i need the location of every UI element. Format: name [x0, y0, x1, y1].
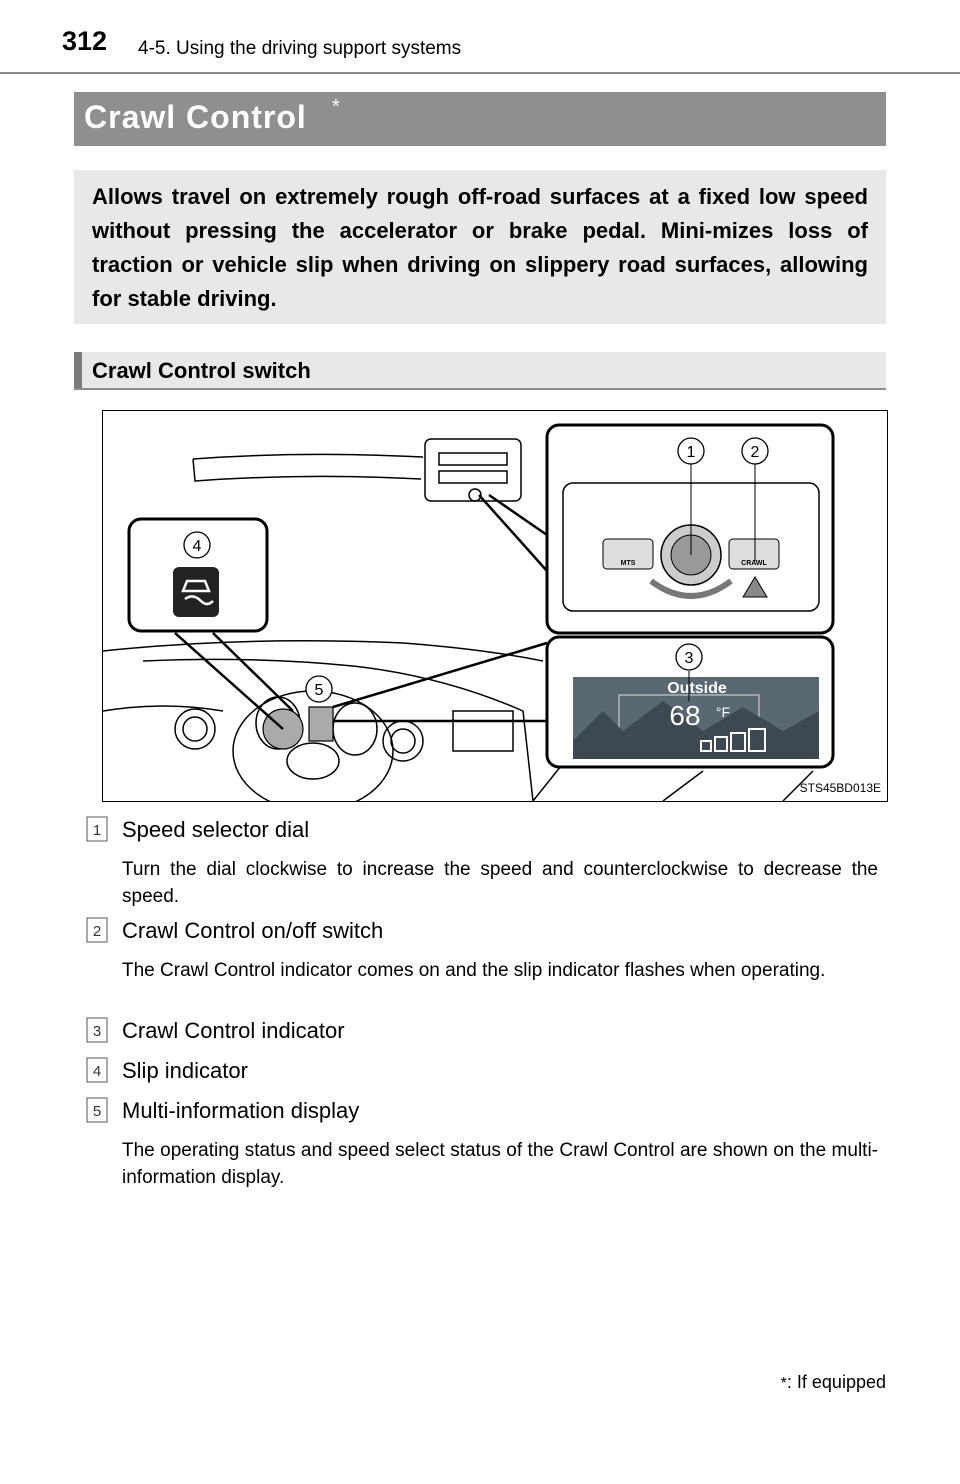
display-unit: °F — [715, 704, 731, 720]
item-description: The Crawl Control indicator comes on and the slip indicator flashes when operating. — [122, 960, 826, 981]
subsection-bar — [74, 352, 886, 390]
callout-5: 5 — [314, 682, 324, 699]
display-heading: Outside — [667, 680, 727, 697]
callout-3: 3 — [684, 650, 694, 667]
subsection-rule — [74, 388, 886, 390]
callout-2: 2 — [750, 444, 760, 461]
footnote — [781, 1372, 886, 1393]
subsection-title: Crawl Control switch — [92, 358, 311, 383]
item-label: Speed selector dial — [122, 817, 310, 842]
mts-button-label: MTS — [620, 560, 636, 567]
item-number: 5 — [92, 1103, 102, 1120]
item-number-badge — [86, 1097, 108, 1123]
intro-box — [74, 170, 886, 324]
crawl-control-illustration — [102, 410, 888, 802]
equipped-marker: * — [332, 96, 340, 118]
item-number-badge — [86, 1017, 108, 1043]
page-title: Crawl Control — [84, 99, 307, 135]
item-number: 3 — [92, 1023, 102, 1040]
subsection-accent — [74, 352, 82, 390]
callout-4: 4 — [192, 538, 202, 555]
callout-1: 1 — [686, 444, 696, 461]
item-number-badge — [86, 1057, 108, 1083]
footnote-marker: * — [780, 1375, 787, 1392]
item-label: Slip indicator — [122, 1058, 248, 1083]
item-description: The operating status and speed select status of the Crawl Control are shown on the multi-information display. — [122, 1140, 878, 1188]
header-rule — [0, 72, 960, 74]
item-label: Crawl Control on/off switch — [122, 918, 384, 943]
page-number: 312 — [62, 26, 108, 56]
intro-text: Allows travel on extremely rough off-road surfaces at a fixed low speed without pressing the accelerator or brake pedal. Mini-mizes loss of traction or vehicle slip when driving on slippery road surfaces, allowing for stable driving. — [92, 184, 868, 311]
item-label: Crawl Control indicator — [122, 1018, 345, 1043]
item-label: Multi-information display — [122, 1098, 360, 1123]
item-number-badge — [86, 816, 108, 842]
item-description: Turn the dial clockwise to increase the speed and counterclockwise to decrease the speed. — [122, 859, 878, 907]
title-bar — [74, 92, 886, 146]
footnote-text: : If equipped — [786, 1372, 886, 1392]
display-temperature: 68 — [669, 700, 701, 731]
callout-numbers — [103, 411, 887, 801]
crawl-button-label: CRAWL — [741, 560, 767, 567]
item-number-badge — [86, 917, 108, 943]
section-title: 4-5. Using the driving support systems — [138, 38, 462, 59]
item-number: 4 — [92, 1063, 102, 1080]
item-number: 1 — [92, 822, 102, 839]
figure-code: STS45BD013E — [799, 781, 881, 795]
item-number: 2 — [92, 923, 102, 940]
